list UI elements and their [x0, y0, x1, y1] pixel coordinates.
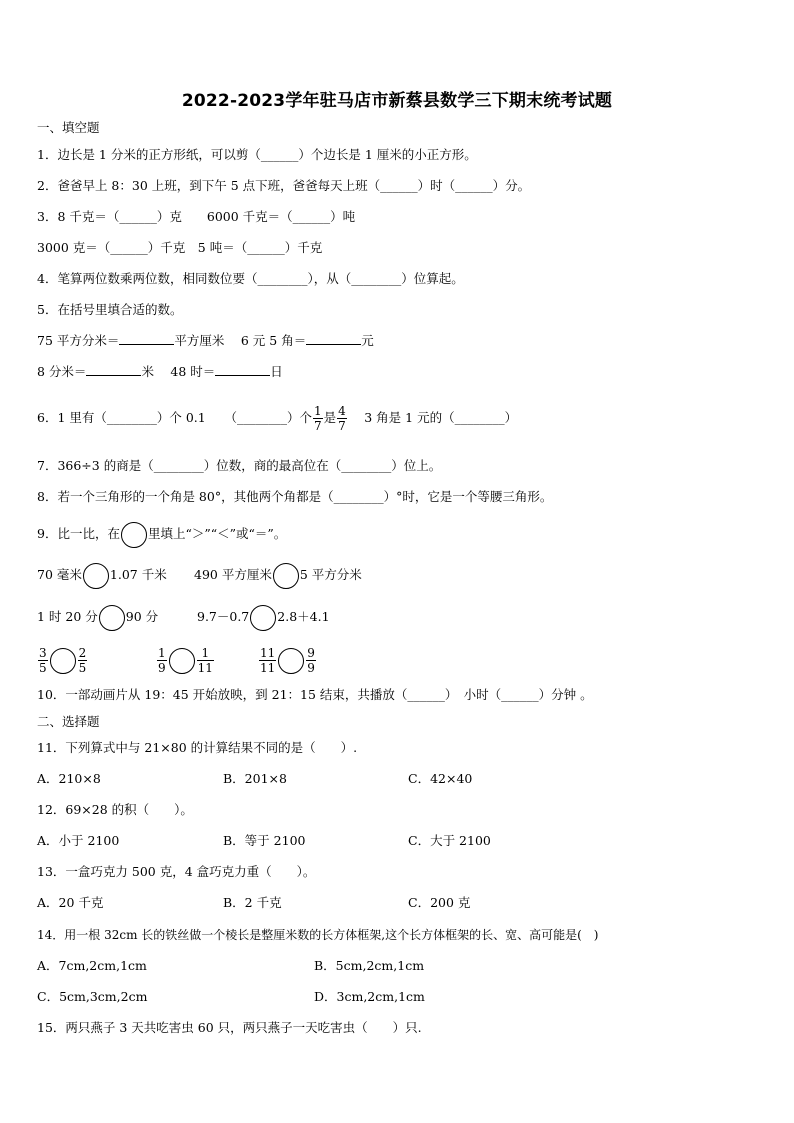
question-11: 11．下列算式中与 21×80 的计算结果不同的是（ ）.: [37, 740, 358, 755]
q12-option-c[interactable]: C．大于 2100: [408, 833, 491, 848]
page-title: 2022-2023学年驻马店市新蔡县数学三下期末统考试题: [181, 91, 613, 111]
fraction: $\frac{4}{7}$: [338, 404, 346, 433]
answer-blank: [86, 363, 141, 376]
compare-row-3c: [258, 644, 317, 676]
section-fill-heading: 一、填空题: [37, 120, 100, 135]
question-13: 13．一盒巧克力 500 克，4 盒巧克力重（ ）。: [37, 864, 316, 879]
question-12: 12．69×28 的积（ ）。: [37, 802, 193, 817]
question-9: 9．比一比，在 里填上“＞”“＜”或“＝”。: [37, 521, 754, 548]
compare-circle[interactable]: [273, 563, 299, 589]
fraction: $\frac{1}{7}$: [313, 404, 322, 433]
fraction: $\frac{1}{9}$: [158, 646, 166, 675]
compare-row-2b: 9.7－0.7 2.8＋4.1: [197, 604, 330, 631]
fraction: $\frac{1}{11}$: [197, 646, 213, 675]
question-10: 10．一部动画片从 19：45 开始放映，到 21：15 结束，共播放（______） 小时（______）分钟 。: [37, 687, 593, 702]
fraction: $\frac{9}{9}$: [307, 646, 315, 675]
compare-row-2: 1 时 20 分 90 分: [37, 604, 158, 631]
q12-option-a[interactable]: A．小于 2100: [37, 833, 120, 848]
answer-blank: [119, 332, 174, 345]
q12-option-b[interactable]: B．等于 2100: [223, 833, 306, 848]
q13-option-a[interactable]: A．20 千克: [37, 895, 104, 910]
question-4: 4．笔算两位数乘两位数，相同数位要（________），从（________）位算起。: [37, 271, 464, 286]
answer-blank: [215, 363, 270, 376]
question-8: 8．若一个三角形的一个角是 80°，其他两个角都是（________）°时，它是一个等腰三角形。: [37, 489, 553, 504]
compare-row-1b: 490 平方厘米 5 平方分米: [194, 562, 362, 589]
q11-option-c[interactable]: C．42×40: [408, 771, 473, 786]
fraction: $\frac{3}{5}$: [39, 646, 47, 675]
q14-option-b[interactable]: B．5cm,2cm,1cm: [314, 958, 425, 973]
question-1: 1．边长是 1 分米的正方形纸，可以剪（______）个边长是 1 厘米的小正方形。: [37, 147, 477, 162]
q13-option-c[interactable]: C．200 克: [408, 895, 471, 910]
question-6: 6．1 里有（________）个 0.1 （________）个 $\frac{1}{7}$ 是 $\frac{4}{7}$ 3 角是 1 元的（________）: [37, 404, 518, 433]
q11-option-a[interactable]: A．210×8: [37, 771, 101, 786]
compare-circle[interactable]: [99, 605, 125, 631]
compare-row-1: 70 毫米 1.07 千米: [37, 562, 167, 589]
compare-row-3a: [37, 644, 88, 676]
section-choice-heading: 二、选择题: [37, 714, 100, 729]
compare-circle[interactable]: [169, 648, 195, 674]
question-5: 5．在括号里填合适的数。: [37, 302, 183, 317]
q14-option-a[interactable]: A．7cm,2cm,1cm: [37, 958, 147, 973]
question-5-line-2: 8 分米＝ 米 48 时＝ 日: [37, 364, 283, 379]
answer-blank: [306, 332, 361, 345]
question-2: 2．爸爸早上 8：30 上班，到下午 5 点下班，爸爸每天上班（______）时（______）分。: [37, 178, 531, 193]
compare-circle[interactable]: [250, 605, 276, 631]
q11-option-b[interactable]: B．201×8: [223, 771, 287, 786]
q14-option-d[interactable]: D．3cm,2cm,1cm: [314, 989, 425, 1004]
q13-option-b[interactable]: B．2 千克: [223, 895, 282, 910]
compare-circle[interactable]: [50, 648, 76, 674]
fraction: $\frac{11}{11}$: [260, 646, 276, 675]
compare-row-3b: [156, 644, 215, 676]
question-15: 15．两只燕子 3 天共吃害虫 60 只，两只燕子一天吃害虫（ ）只.: [37, 1020, 422, 1035]
question-7: 7．366÷3 的商是（________）位数，商的最高位在（________）位上。: [37, 458, 442, 473]
q14-option-c[interactable]: C．5cm,3cm,2cm: [37, 989, 148, 1004]
compare-circle[interactable]: [121, 522, 147, 548]
question-14: 14．用一根 32cm 长的铁丝做一个棱长是整厘米数的长方体框架,这个长方体框架的长、宽、高可能是( ): [37, 928, 599, 942]
compare-circle[interactable]: [278, 648, 304, 674]
compare-circle[interactable]: [83, 563, 109, 589]
fraction: $\frac{2}{5}$: [78, 646, 87, 675]
question-3-line-1: 3．8 千克＝（______）克 6000 千克＝（______）吨: [37, 209, 356, 224]
question-3-line-2: 3000 克＝（______）千克 5 吨＝（______）千克: [37, 240, 323, 255]
question-5-line-1: 75 平方分米＝ 平方厘米 6 元 5 角＝ 元: [37, 333, 374, 348]
